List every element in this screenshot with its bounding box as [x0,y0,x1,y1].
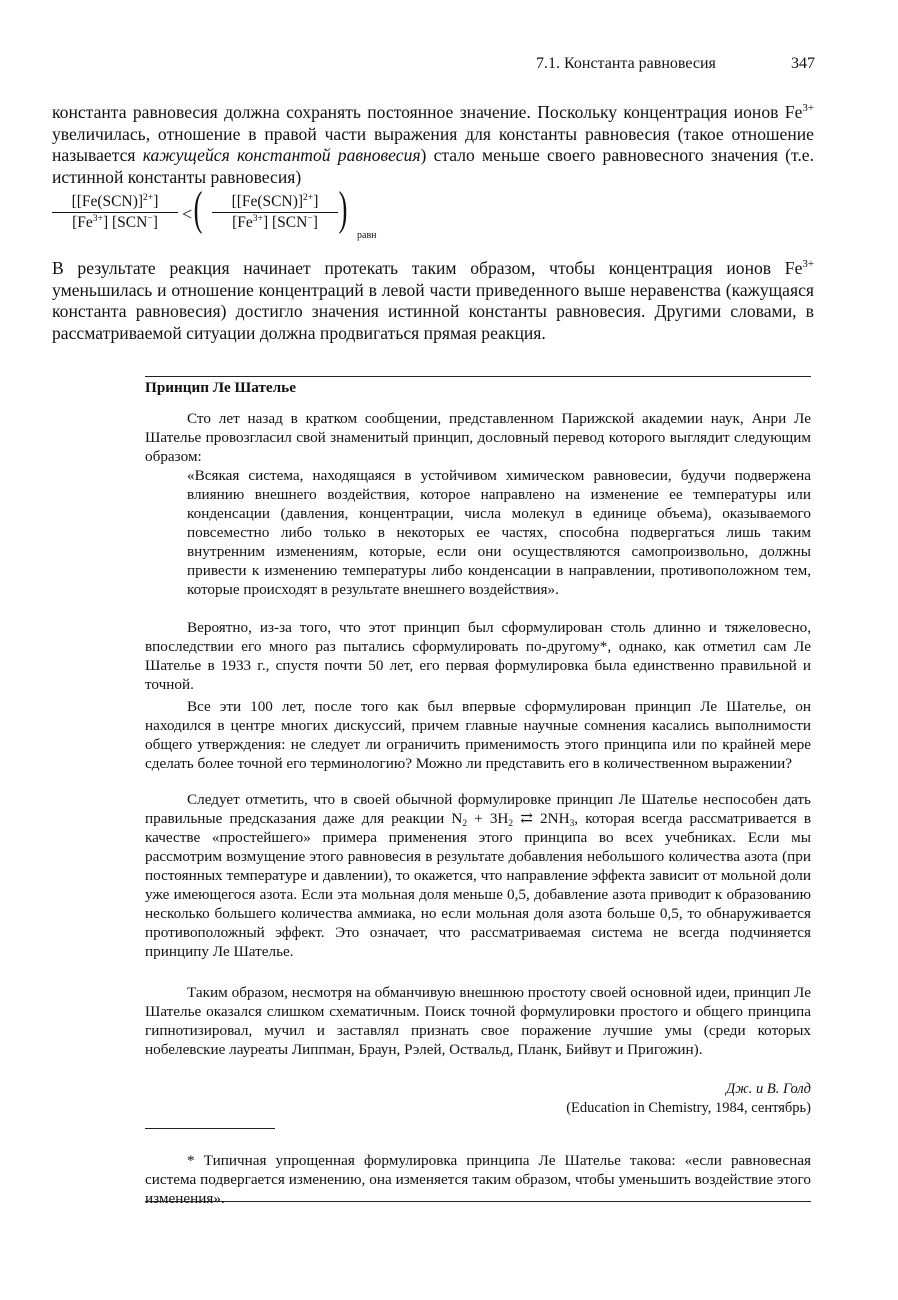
box-intro: Сто лет назад в кратком сообщении, представленном Парижской академии наук, Анри Ле Шателье провозгласил свой знаменитый принцип, дословный перевод которого выглядит следующим образом: [145,410,811,465]
box-title: Принцип Ле Шателье [145,379,296,396]
page-number: 347 [791,55,815,72]
box-paragraph-3: Следует отметить, что в своей обычной формулировке принцип Ле Шателье неспособен дать правильные предсказания даже для реакции $N_2 + 3H_2$ ⇄ $2NH_3$, которая всегда рассматривается в качестве «простейшего» примера применения этого принципа во всех учебниках. Если мы рассмотрим возмущение этого равновесия в результате добавления небольшого количества азота (при постоянных температуре и давлении), то окажется, что направление эффекта зависит от мольной доли уже имеющегося азота. Если эта мольная доля меньше 0,5, добавление азота приводит к образованию несколько большего количества аммиака, но если мольная доля азота больше 0,5, то обнаруживается противоположный эффект. Это означает, что рассматриваемая система не всегда подчиняется принципу Ле Шателье. [145,791,811,960]
box-quote: «Всякая система, находящаяся в устойчивом химическом равновесии, будучи подвержена влиянию внешнего воздействия, которое направлено на изменение ее температуры или конденсации (давления, концентрации, числа молекул в единице объема), оказываемого повсеместно либо только в некоторых ее частях, способна подвергаться лишь таким внутренним изменениям, которые, если они осуществляются самопроизвольно, должны привести к изменению температуры либо конденсации в направлении, противоположном тем, которые происходят в результате внешнего воздействия». [187,467,811,598]
equilibrium-subscript: равн [357,230,377,241]
box-paragraph-4: Таким образом, несмотря на обманчивую внешнюю простоту своей основной идеи, принцип Ле Шателье оказался слишком схематичным. Поиск точной формулировки простого и общего принципа гипнотизировал, мучил и заставлял признать свое поражение лучшие умы (среди которых нобелевские лауреаты Липпман, Браун, Рэлей, Оствальд, Планк, Бийвут и Пригожин). [145,984,811,1058]
paragraph-1: константа равновесия должна сохранять постоянное значение. Поскольку концентрация ионов $Fe^{3+}$ увеличилась, отношение в правой части выражения для константы равновесия (такое отношение называется кажущейся константой равновесия) стало меньше своего равновесного значения (т.е. истинной константы равновесия) [52,101,814,187]
signature [566,1080,811,1118]
author: Дж. и В. Голд [726,1081,811,1097]
paragraph-2: В результате реакция начинает протекать таким образом, чтобы концентрация ионов $Fe^{3+}$ уменьшилась и отношение концентраций в левой части приведенного выше неравенства (кажущаяся константа равновесия) достигло значения истинной константы равновесия. Другими словами, в рассматриваемой ситуации должна продвигаться прямая реакция. [52,257,814,343]
less-than-sign: < [182,204,193,224]
box-bottom-rule [145,1201,811,1202]
left-paren: ( [193,182,203,235]
inequality-formula [52,182,412,250]
box-paragraph-2: Все эти 100 лет, после того как был впервые сформулирован принцип Ле Шателье, он находился в центре многих дискуссий, причем главные научные сомнения касались выполнимости общего утверждения: не следует ли ограничить применимость этого принципа или по крайней мере сделать более точной его терминологию? Можно ли представить его в количественном выражении? [145,698,811,772]
section-title: 7.1. Константа равновесия [536,55,716,72]
box-paragraph-1: Вероятно, из-за того, что этот принцип был сформулирован столь длинно и тяжеловесно, впоследствии его много раз пытались сформулировать по-другому*, однако, как отметил сам Ле Шателье в 1933 г., спустя почти 50 лет, его первая формулировка была единственно правильной и точной. [145,619,811,693]
source: (Education in Chemistry, 1984, сентябрь) [566,1100,811,1116]
footnote: * Типичная упрощенная формулировка принципа Ле Шателье такова: «если равновесная система подвергается изменению, она изменяется таким образом, чтобы уменьшить воздействие этого изменения». [145,1152,811,1208]
true-constant-fraction: $[[Fe(SCN)]^{2+}]$ $[Fe^{3+}]$ [SCN−] [212,192,338,233]
box-top-rule [145,376,811,377]
right-paren: ) [338,182,348,235]
footnote-rule [145,1128,275,1129]
apparent-constant-fraction: $[[Fe(SCN)]^{2+}]$ $[Fe^{3+}]$ [SCN−] [52,192,178,233]
